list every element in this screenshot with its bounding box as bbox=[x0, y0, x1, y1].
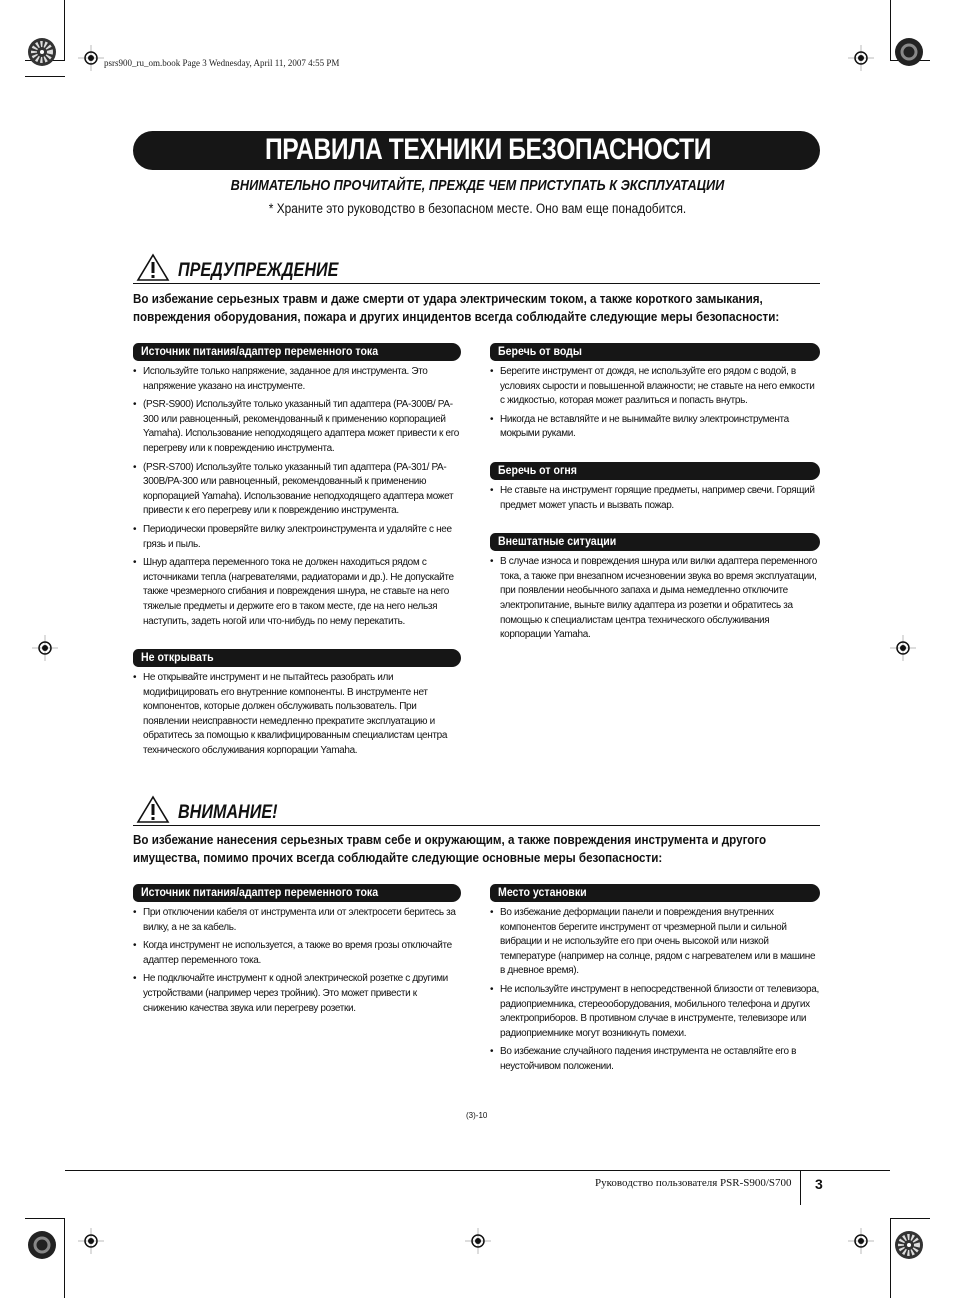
bullet-list bbox=[490, 555, 820, 643]
list-item: • Никогда не вставляйте и не вынимайте вилку электроинструмента мокрыми руками. bbox=[490, 413, 820, 442]
subsection-heading bbox=[490, 343, 820, 361]
crosshair-icon bbox=[78, 45, 104, 71]
crop-mark bbox=[64, 1218, 65, 1298]
warning-left-column bbox=[133, 343, 461, 779]
list-item: • Не ставьте на инструмент горящие предметы, например свечи. Горящий предмет может упасть и вызвать пожар. bbox=[490, 484, 820, 513]
subsection-heading-label: Внештатные ситуации bbox=[498, 536, 617, 549]
warning-title: ПРЕДУПРЕЖДЕНИЕ bbox=[178, 260, 339, 281]
subtitle: ВНИМАТЕЛЬНО ПРОЧИТАЙТЕ, ПРЕЖДЕ ЧЕМ ПРИСТУПАТЬ К ЭКСПЛУАТАЦИИ bbox=[230, 177, 725, 194]
document-code: (3)-10 bbox=[466, 1111, 488, 1120]
list-item: • В случае износа и повреждения шнура или вилки адаптера переменного тока, а также при внезапном исчезновении звука во время эксплуатации, при появлении необычного запаха и дыма немедленно отключите электропитание, выньте вилку адаптера из розетки и обратитесь за помощью к специалистам центра технического обслуживания корпорации Yamaha. bbox=[490, 555, 820, 643]
registration-target-icon bbox=[892, 35, 926, 69]
list-item: • Используйте только напряжение, заданное для инструмента. Это напряжение указано на инструменте. bbox=[133, 365, 461, 394]
page-title: ПРАВИЛА ТЕХНИКИ БЕЗОПАСНОСТИ bbox=[265, 133, 712, 166]
footer-divider-vertical bbox=[800, 1170, 801, 1205]
page-number: 3 bbox=[815, 1176, 823, 1192]
subsection-heading bbox=[133, 343, 461, 361]
bullet-list bbox=[490, 365, 820, 442]
bullet-list bbox=[490, 906, 820, 1075]
list-item: • При отключении кабеля от инструмента или от электросети беритесь за вилку, а не за кабель. bbox=[133, 906, 461, 935]
crosshair-icon bbox=[78, 1228, 104, 1254]
subsection-heading-label: Беречь от огня bbox=[498, 464, 577, 477]
list-item: • (PSR-S900) Используйте только указанный тип адаптера (PA-300B/ PA-300 или равноценный, рекомендованный к применению корпорацией Yamaha). Использование неподходящего адаптера может привести к его перегреву или к повреждению инструмента. bbox=[133, 398, 461, 456]
subsection-heading bbox=[490, 533, 820, 551]
note: * Храните это руководство в безопасном месте. Оно вам еще понадобится. bbox=[268, 201, 687, 216]
crop-mark bbox=[890, 0, 891, 61]
crop-mark bbox=[64, 0, 65, 61]
subsection-heading-label: Источник питания/адаптер переменного тока bbox=[141, 346, 379, 358]
list-item: • Не используйте инструмент в непосредственной близости от телевизора, радиоприемника, стереооборудования, мобильного телефона и других электроприборов. В противном случае в инструменте, телевизоре или радиоприемнике могут возникнуть помехи. bbox=[490, 983, 820, 1041]
caution-right-column bbox=[490, 884, 820, 1095]
bullet-list bbox=[133, 671, 461, 759]
subsection-heading bbox=[490, 462, 820, 480]
crosshair-icon bbox=[32, 635, 58, 661]
list-item: • Периодически проверяйте вилку электроинструмента и удаляйте с нее грязь и пыль. bbox=[133, 523, 461, 552]
subsection-heading-label: Источник питания/адаптер переменного тока bbox=[141, 887, 379, 899]
crosshair-icon bbox=[890, 635, 916, 661]
bullet-list bbox=[490, 484, 820, 513]
caution-title: ВНИМАНИЕ! bbox=[178, 802, 278, 823]
crop-mark bbox=[25, 1218, 65, 1219]
footer-divider bbox=[65, 1170, 890, 1171]
subsection-heading bbox=[490, 884, 820, 902]
warning-triangle-icon bbox=[136, 253, 170, 281]
warning-right-column bbox=[490, 343, 820, 663]
list-item: • Во избежание случайного падения инструмента не оставляйте его в неустойчивом положении. bbox=[490, 1045, 820, 1074]
caution-intro: Во избежание нанесения серьезных травм себе и окружающим, а также повреждения инструмента и другого имущества, помимо прочих всегда соблюдайте следующие основные меры безопасности: bbox=[133, 833, 767, 865]
crop-mark bbox=[890, 1218, 891, 1298]
crosshair-icon bbox=[848, 1228, 874, 1254]
subsection-heading-label: Место установки bbox=[498, 887, 587, 899]
bullet-list bbox=[133, 906, 461, 1016]
subsection-heading-label: Не открывать bbox=[141, 652, 214, 665]
file-meta: psrs900_ru_om.book Page 3 Wednesday, April 11, 2007 4:55 PM bbox=[104, 58, 340, 68]
registration-target-icon bbox=[25, 35, 59, 69]
crosshair-icon bbox=[465, 1228, 491, 1254]
crosshair-icon bbox=[848, 45, 874, 71]
warning-heading bbox=[133, 253, 820, 284]
list-item: • Шнур адаптера переменного тока не должен находиться рядом с источниками тепла (нагревателями, радиаторами и др.). Не допускайте также чрезмерного сгибания и повреждения шнура, не ставьте на него тяжелые предметы и держите его в таком месте, где на него нельзя наступить, задеть ногой или что-нибудь по нему перекатить. bbox=[133, 556, 461, 629]
list-item: • Когда инструмент не используется, а также во время грозы отключайте адаптер переменного тока. bbox=[133, 939, 461, 968]
subsection-heading-label: Беречь от воды bbox=[498, 346, 582, 358]
subsection-heading bbox=[133, 649, 461, 667]
warning-triangle-icon bbox=[136, 795, 170, 823]
list-item: • (PSR-S700) Используйте только указанный тип адаптера (PA-301/ PA-300B/PA-300 или равноценный, рекомендованный к применению корпорацией Yamaha). Использование неподходящего адаптера может привести к его перегреву или к повреждению инструмента. bbox=[133, 461, 461, 519]
registration-target-icon bbox=[25, 1228, 59, 1262]
crop-mark bbox=[890, 1218, 930, 1219]
list-item: • Не открывайте инструмент и не пытайтесь разобрать или модифицировать его внутренние компоненты. В инструменте нет компонентов, которые должен обслуживать пользователь. При появлении неисправности немедленно прекратите эксплуатацию и обратитесь за помощью к квалифицированным специалистам центра технического обслуживания корпорации Yamaha. bbox=[133, 671, 461, 759]
bullet-list bbox=[133, 365, 461, 629]
registration-target-icon bbox=[892, 1228, 926, 1262]
subsection-heading bbox=[133, 884, 461, 902]
caution-left-column bbox=[133, 884, 461, 1036]
warning-intro: Во избежание серьезных травм и даже смерти от удара электрическим током, а также короткого замыкания, повреждения оборудования, пожара и других инцидентов всегда соблюдайте следующие меры безопасности: bbox=[133, 292, 780, 324]
footer-manual-title: Руководство пользователя PSR-S900/S700 bbox=[595, 1177, 792, 1189]
caution-heading bbox=[133, 795, 820, 826]
crop-mark bbox=[25, 76, 65, 77]
list-item: • Берегите инструмент от дождя, не используйте его рядом с водой, в условиях сырости и повышенной влажности; не ставьте на него емкости с жидкостью, которая может разлиться и попасть внутрь. bbox=[490, 365, 820, 409]
list-item: • Не подключайте инструмент к одной электрической розетке с другими устройствами (например через тройник). Это может привести к снижению качества звука или перегреву розетки. bbox=[133, 972, 461, 1016]
list-item: • Во избежание деформации панели и повреждения внутренних компонентов берегите инструмент от чрезмерной пыли и сильной вибрации и не используйте его при очень высокой или низкой температуре (например на солнце, рядом с нагревателем или в машине в дневное время). bbox=[490, 906, 820, 979]
